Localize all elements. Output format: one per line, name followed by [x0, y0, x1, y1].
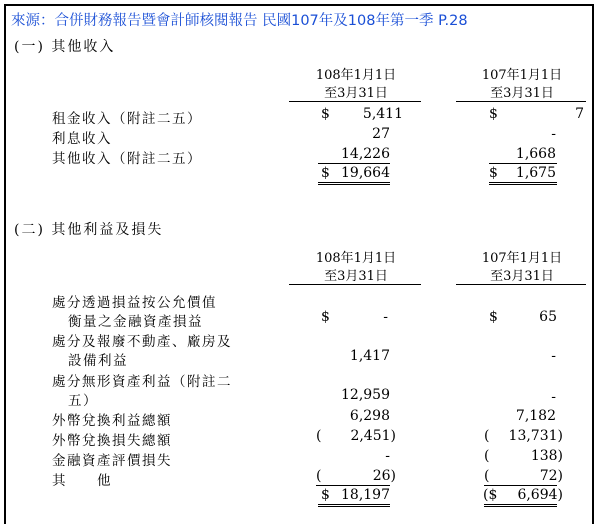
s1-total-cur1: $	[321, 165, 330, 181]
s2-row-cur1: (	[316, 468, 322, 484]
s1-row-val1: 14,226	[341, 146, 390, 162]
s1-row-val2: 1,668	[515, 146, 556, 162]
s2-total-rule-col1-a	[318, 504, 390, 505]
section1-title: (一) 其他收入	[14, 39, 116, 55]
s2-col1-header-rule	[289, 284, 421, 285]
s2-col1-header-line2: 至3月31日	[324, 269, 388, 284]
s2-row-val1: 1,417	[349, 348, 390, 364]
s2-row-label: 處分透過損益按公允價值	[52, 295, 217, 311]
s1-total-rule-col1-b	[318, 184, 390, 185]
s2-row-cur1: (	[316, 428, 322, 444]
s2-row-label: 處分及報廢不動產、廠房及	[52, 334, 232, 350]
s2-row-val1: 12,959	[341, 387, 390, 403]
s2-total-cur2: ($	[483, 487, 498, 503]
s2-row-val1: 2,451)	[350, 428, 396, 444]
s1-row-val2: -	[551, 126, 556, 142]
s1-subtotal-rule-col1	[318, 163, 390, 164]
s2-total-rule-col1-b	[318, 506, 390, 507]
s1-total-val1: 19,664	[341, 165, 390, 181]
s2-row-cur2: (	[484, 448, 490, 464]
s2-col2-header-line2: 至3月31日	[490, 269, 554, 284]
s1-row-val1: 27	[372, 126, 390, 142]
s2-row-label: 金融資產評價損失	[52, 453, 172, 469]
s2-total-val2: 6,694)	[517, 487, 563, 503]
s2-row-cur2: (	[484, 468, 490, 484]
s1-col1-header-rule	[289, 101, 421, 102]
s1-col2-header-line2: 至3月31日	[490, 86, 554, 101]
s2-row-val2: 13,731)	[508, 428, 563, 444]
s2-total-rule-col2-a	[484, 504, 557, 505]
s1-row-cur2: $	[489, 106, 498, 122]
s2-row-cur1: $	[321, 309, 330, 325]
s1-col1-header-line2: 至3月31日	[324, 86, 388, 101]
s2-row-val2: 138)	[530, 448, 563, 464]
s2-col2-header-line1: 107年1月1日	[481, 251, 563, 266]
source-caption: 來源：合併財務報告暨會計師核閱報告 民國107年及108年第一季 P.28	[11, 13, 468, 29]
s2-row-label-cont: 五）	[68, 393, 98, 409]
s2-row-val2: -	[551, 348, 556, 364]
s1-col2-header-line1: 107年1月1日	[481, 68, 563, 83]
s2-row-val1: -	[383, 309, 388, 325]
s2-total-val1: 18,197	[341, 487, 390, 503]
s2-row-val2: 7,182	[515, 408, 556, 424]
s2-row-label: 外幣兌換損失總額	[52, 433, 172, 449]
s1-row-label: 利息收入	[52, 131, 112, 147]
s2-total-rule-col2-b	[484, 506, 557, 507]
s2-total-cur1: $	[321, 487, 330, 503]
s2-row-label-cont: 衡量之金融資產損益	[68, 314, 203, 330]
s2-subtotal-rule-col1	[316, 485, 390, 486]
s2-row-label-cont: 設備利益	[68, 353, 128, 369]
s2-col1-header-line1: 108年1月1日	[315, 251, 397, 266]
s1-total-rule-col2-b	[489, 184, 557, 185]
s2-row-label: 處分無形資產利益（附註二	[52, 374, 232, 390]
s1-row-label: 租金收入（附註二五）	[52, 111, 202, 127]
s2-row-label: 其 他	[52, 473, 112, 489]
s2-row-val1: -	[385, 448, 390, 464]
s1-row-val2: 7	[575, 106, 584, 122]
s1-col2-header-rule	[456, 101, 586, 102]
s1-row-cur1: $	[321, 106, 330, 122]
s1-total-rule-col2-a	[489, 182, 557, 183]
s2-col2-header-rule	[456, 284, 586, 285]
s2-row-val1: 6,298	[349, 408, 390, 424]
s1-row-val1: 5,411	[362, 106, 403, 122]
s1-col1-header-line1: 108年1月1日	[315, 68, 397, 83]
s2-row-label: 外幣兌換利益總額	[52, 413, 172, 429]
s2-row-val2: -	[551, 389, 556, 405]
s2-row-cur2: $	[489, 309, 498, 325]
s2-row-cur2: (	[484, 428, 490, 444]
s2-row-val2: 65	[539, 309, 557, 325]
section2-title: (二) 其他利益及損失	[14, 222, 164, 238]
s1-subtotal-rule-col2	[489, 163, 557, 164]
s2-row-val1: 26)	[372, 468, 396, 484]
s2-subtotal-rule-col2	[484, 485, 557, 486]
s2-row-val2: 72)	[539, 468, 563, 484]
s1-total-cur2: $	[489, 165, 498, 181]
s1-total-rule-col1-a	[318, 182, 390, 183]
s1-total-val2: 1,675	[515, 165, 556, 181]
s1-row-label: 其他收入（附註二五）	[52, 151, 202, 167]
